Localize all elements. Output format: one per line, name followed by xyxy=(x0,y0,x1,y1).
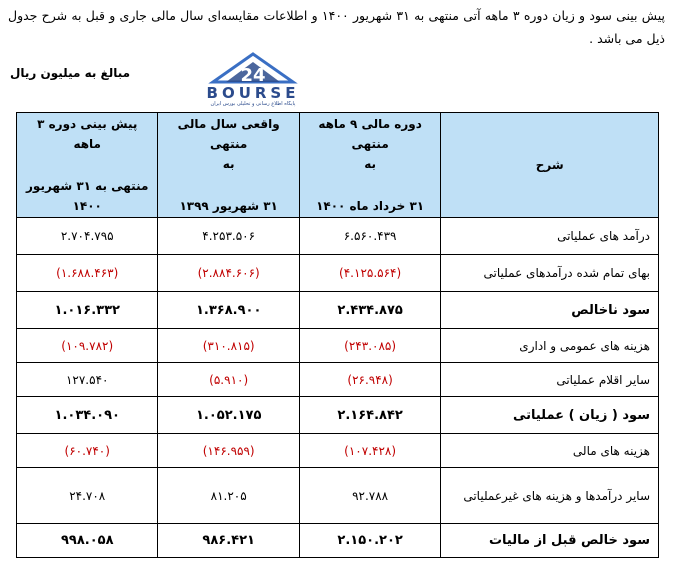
header-desc: شرح xyxy=(441,113,659,218)
bourse-logo-word: BOURSE xyxy=(206,84,300,102)
financial-table xyxy=(16,112,659,558)
row-desc: بهای تمام شده درآمدهای عملیاتی xyxy=(441,255,659,292)
intro-paragraph: پیش بینی سود و زیان دوره ۳ ماهه آتی منتهی به ۳۱ شهریور ۱۴۰۰ و اطلاعات مقایسه‌ای سال مالی جاری و قبل به شرح جدول ذیل می باشد . xyxy=(8,8,665,46)
bourse-logo xyxy=(190,52,316,110)
row-value-actual: (۵.۹۱۰) xyxy=(158,363,299,397)
row-desc: سود ( زیان ) عملیاتی xyxy=(441,397,659,434)
row-value-forecast: ۲۴.۷۰۸ xyxy=(17,468,158,524)
row-value-9month: ۹۲.۷۸۸ xyxy=(299,468,440,524)
row-value-actual: ۸۱.۲۰۵ xyxy=(158,468,299,524)
row-desc: سود خالص قبل از مالیات xyxy=(441,524,659,558)
row-value-actual: (۳۱۰.۸۱۵) xyxy=(158,329,299,363)
bourse-logo-subtitle: پایگاه اطلاع رسانی و تحلیلی بورس ایران xyxy=(210,101,296,107)
row-desc: هزینه های عمومی و اداری xyxy=(441,329,659,363)
row-value-actual: ۱.۰۵۲.۱۷۵ xyxy=(158,397,299,434)
row-value-actual: (۱۴۶.۹۵۹) xyxy=(158,434,299,468)
row-value-9month: ۶.۵۶۰.۴۳۹ xyxy=(299,218,440,255)
header-col-actual: واقعی سال مالی منتهی به ۳۱ شهریور ۱۳۹۹ xyxy=(158,113,299,218)
row-value-actual: ۹۸۶.۴۲۱ xyxy=(158,524,299,558)
row-desc: سایر اقلام عملیاتی xyxy=(441,363,659,397)
row-value-forecast: ۱۲۷.۵۴۰ xyxy=(17,363,158,397)
unit-label: مبالغ به میلیون ریال xyxy=(10,66,131,80)
svg-text:24: 24 xyxy=(240,65,266,86)
row-desc: هزینه های مالی xyxy=(441,434,659,468)
table-row xyxy=(17,255,659,292)
row-desc: سایر درآمدها و هزینه های غیرعملیاتی xyxy=(441,468,659,524)
table-row xyxy=(17,524,659,558)
row-value-9month: ۲.۱۵۰.۲۰۲ xyxy=(299,524,440,558)
row-value-forecast: ۲.۷۰۴.۷۹۵ xyxy=(17,218,158,255)
row-value-actual: ۱.۳۶۸.۹۰۰ xyxy=(158,292,299,329)
row-value-9month: ۲.۱۶۴.۸۴۲ xyxy=(299,397,440,434)
table-row xyxy=(17,397,659,434)
row-value-9month: ۲.۴۳۴.۸۷۵ xyxy=(299,292,440,329)
row-value-9month: (۲۴۳.۰۸۵) xyxy=(299,329,440,363)
row-value-9month: (۱۰۷.۴۲۸) xyxy=(299,434,440,468)
row-value-actual: ۴.۲۵۳.۵۰۶ xyxy=(158,218,299,255)
row-value-9month: (۲۶.۹۴۸) xyxy=(299,363,440,397)
row-value-forecast: ۹۹۸.۰۵۸ xyxy=(17,524,158,558)
header-col-9month: دوره مالی ۹ ماهه منتهی به ۳۱ خرداد ماه ۱۴۰۰ xyxy=(299,113,440,218)
row-desc: درآمد های عملیاتی xyxy=(441,218,659,255)
table-row xyxy=(17,292,659,329)
bourse-logo-icon xyxy=(190,52,316,86)
table-row xyxy=(17,218,659,255)
table-row xyxy=(17,434,659,468)
table-row xyxy=(17,363,659,397)
row-value-forecast: (۶۰.۷۴۰) xyxy=(17,434,158,468)
row-value-forecast: (۱۰۹.۷۸۲) xyxy=(17,329,158,363)
table-row xyxy=(17,468,659,524)
row-value-forecast: ۱.۰۳۴.۰۹۰ xyxy=(17,397,158,434)
row-value-9month: (۴.۱۲۵.۵۶۴) xyxy=(299,255,440,292)
table-header-row xyxy=(17,113,659,218)
table-row xyxy=(17,329,659,363)
row-value-actual: (۲.۸۸۴.۶۰۶) xyxy=(158,255,299,292)
row-value-forecast: (۱.۶۸۸.۴۶۳) xyxy=(17,255,158,292)
header-col-forecast: پیش بینی دوره ۳ ماهه منتهی به ۳۱ شهریور ۱۴۰۰ xyxy=(17,113,158,218)
row-value-forecast: ۱.۰۱۶.۳۳۲ xyxy=(17,292,158,329)
row-desc: سود ناخالص xyxy=(441,292,659,329)
